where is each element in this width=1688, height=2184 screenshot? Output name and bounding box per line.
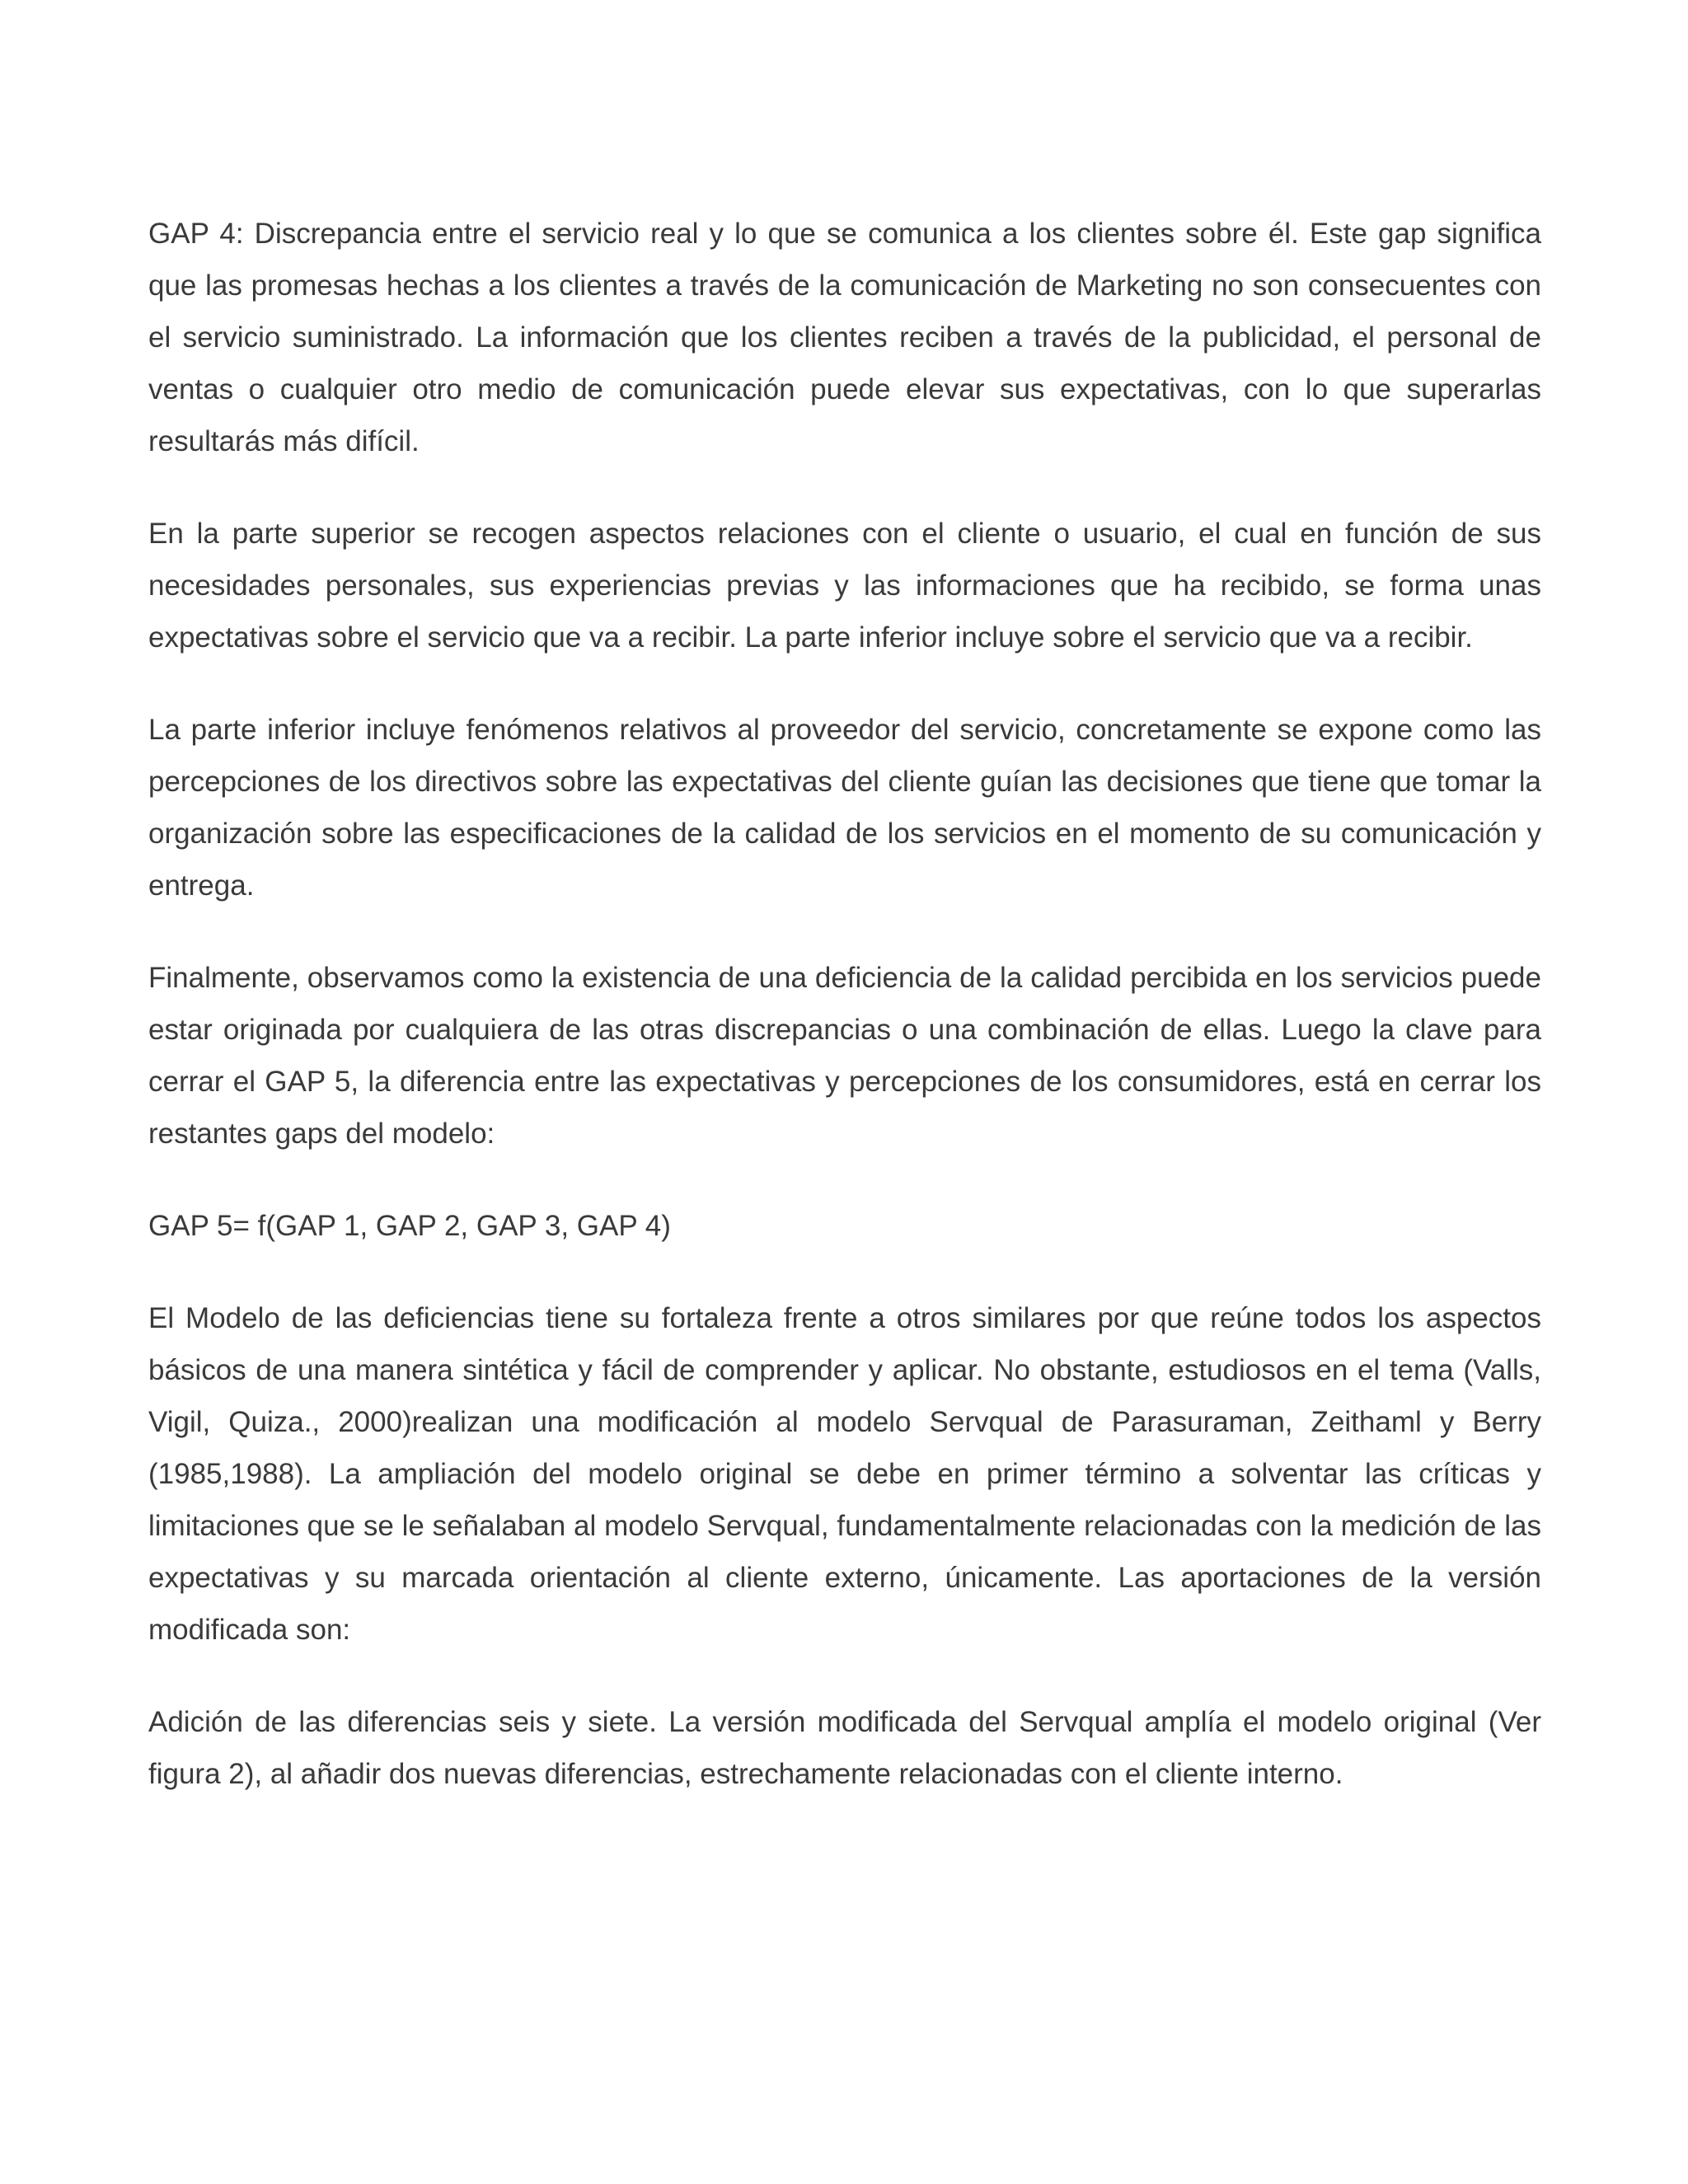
paragraph-parte-inferior: La parte inferior incluye fenómenos relativos al proveedor del servicio, concretamente se expone como las percepciones de los directivos sobre las expectativas del cliente guían las decisiones que tiene que tomar la organización sobre las especificaciones de la calidad de los servicios en el momento de su comunicación y entrega.: [148, 714, 1541, 902]
gap5-formula: GAP 5= f(GAP 1, GAP 2, GAP 3, GAP 4): [148, 1210, 671, 1242]
paragraph-modelo-deficiencias: El Modelo de las deficiencias tiene su fortaleza frente a otros similares por que reúne todos los aspectos básicos de una manera sintética y fácil de comprender y aplicar. No obstante, estudiosos en el tema (Valls, Vigil, Quiza., 2000)realizan una modificación al modelo Servqual de Parasuraman, Zeithaml y Berry (1985,1988). La ampliación del modelo original se debe en primer término a solventar las críticas y limitaciones que se le señalaban al modelo Servqual, fundamentalmente relacionadas con la medición de las expectativas y su marcada orientación al cliente externo, únicamente. Las aportaciones de la versión modificada son:: [148, 1302, 1541, 1646]
document-body: [148, 208, 1541, 1840]
paragraph-parte-superior: En la parte superior se recogen aspectos relaciones con el cliente o usuario, el cual en función de sus necesidades personales, sus experiencias previas y las informaciones que ha recibido, se forma unas expectativas sobre el servicio que va a recibir. La parte inferior incluye sobre el servicio que va a recibir.: [148, 518, 1541, 654]
paragraph-gap4: GAP 4: Discrepancia entre el servicio real y lo que se comunica a los clientes sobre él. Este gap significa que las promesas hechas a los clientes a través de la comunicación de Marketing no son consecuentes con el servicio suministrado. La información que los clientes reciben a través de la publicidad, el personal de ventas o cualquier otro medio de comunicación puede elevar sus expectativas, con lo que superarlas resultarás más difícil.: [148, 218, 1541, 457]
paragraph-finalmente: Finalmente, observamos como la existencia de una deficiencia de la calidad percibida en los servicios puede estar originada por cualquiera de las otras discrepancias o una combinación de ellas. Luego la clave para cerrar el GAP 5, la diferencia entre las expectativas y percepciones de los consumidores, está en cerrar los restantes gaps del modelo:: [148, 962, 1541, 1150]
paragraph-adicion-diferencias: Adición de las diferencias seis y siete. La versión modificada del Servqual amplía el modelo original (Ver figura 2), al añadir dos nuevas diferencias, estrechamente relacionadas con el cliente interno.: [148, 1706, 1541, 1790]
